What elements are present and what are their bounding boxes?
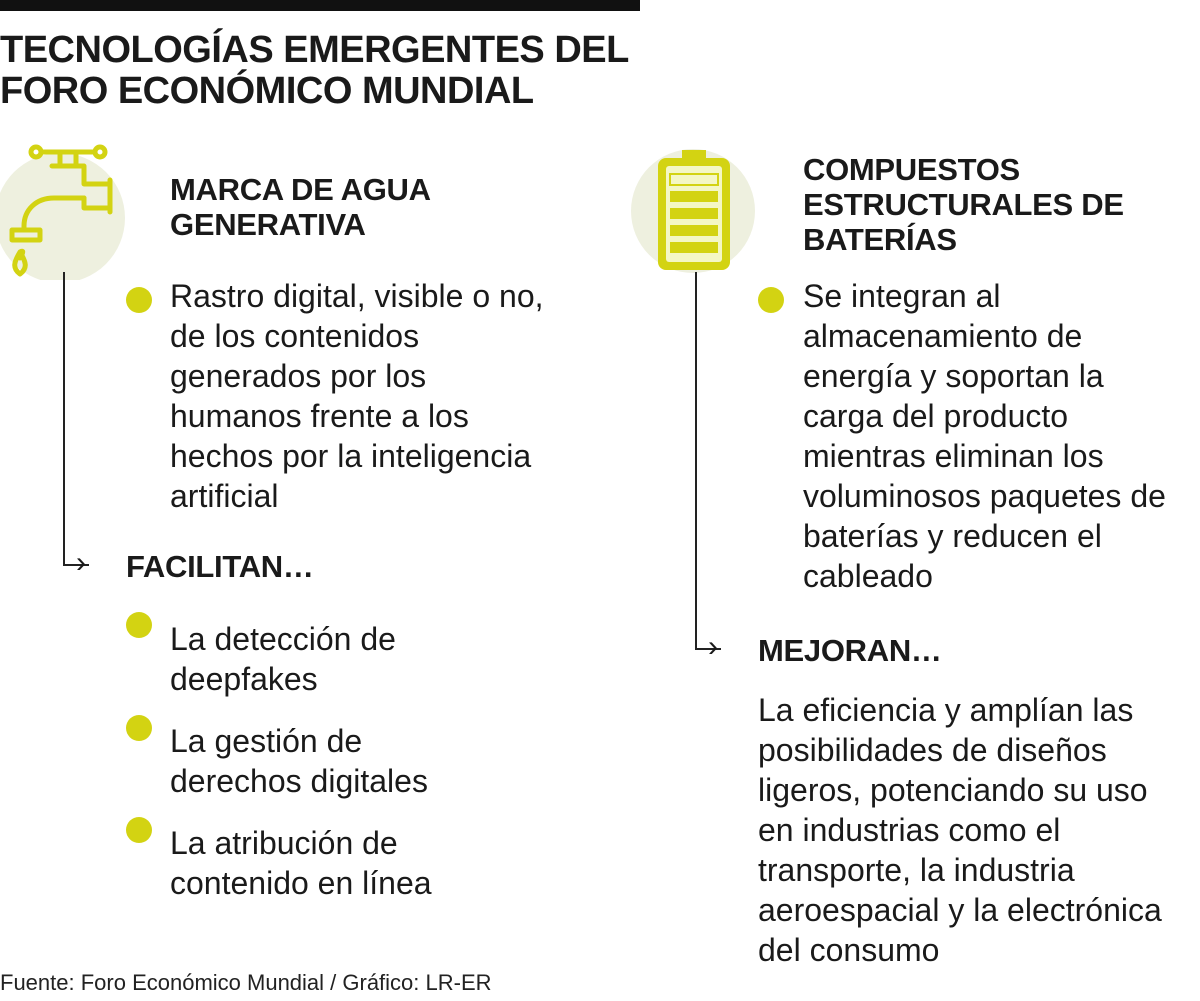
battery-icon: [630, 148, 760, 278]
left-connector-line: [63, 272, 65, 564]
right-connector-line: [695, 272, 697, 648]
top-rule: [0, 0, 640, 11]
bullet-dot: [126, 287, 152, 313]
arrow-right-icon: ›: [708, 630, 718, 663]
right-heading: COMPUESTOS ESTRUCTURALES DE BATERÍAS: [803, 152, 1124, 257]
left-heading: MARCA DE AGUA GENERATIVA: [170, 172, 430, 242]
faucet-icon: [0, 140, 130, 280]
list-item: La atribución de contenido en línea: [170, 825, 432, 901]
left-description: Rastro digital, visible o no, de los contenidos generados por los humanos frente a los hechos por la inteligencia artificial: [170, 278, 544, 514]
bullet-dot: [126, 612, 152, 638]
list-item: La gestión de derechos digitales: [170, 723, 428, 799]
bullet-dot: [126, 817, 152, 843]
left-subheading: FACILITAN…: [126, 549, 314, 584]
page-title: TECNOLOGÍAS EMERGENTES DEL FORO ECONÓMICO MUNDIAL: [0, 29, 629, 112]
right-subheading: MEJORAN…: [758, 633, 942, 668]
arrow-right-icon: ›: [76, 546, 86, 579]
right-description: Se integran al almacenamiento de energía y soportan la carga del producto mientras eliminan los voluminosos paquetes de baterías y reducen el cableado: [803, 278, 1166, 594]
bullet-dot: [126, 715, 152, 741]
right-paragraph: La eficiencia y amplían las posibilidades de diseños ligeros, potenciando su uso en industrias como el transporte, la industria aeroespacial y la electrónica del consumo: [758, 692, 1162, 968]
source-credit: Fuente: Foro Económico Mundial / Gráfico: LR-ER: [0, 970, 492, 995]
list-item: La detección de deepfakes: [170, 621, 396, 697]
bullet-dot: [758, 287, 784, 313]
